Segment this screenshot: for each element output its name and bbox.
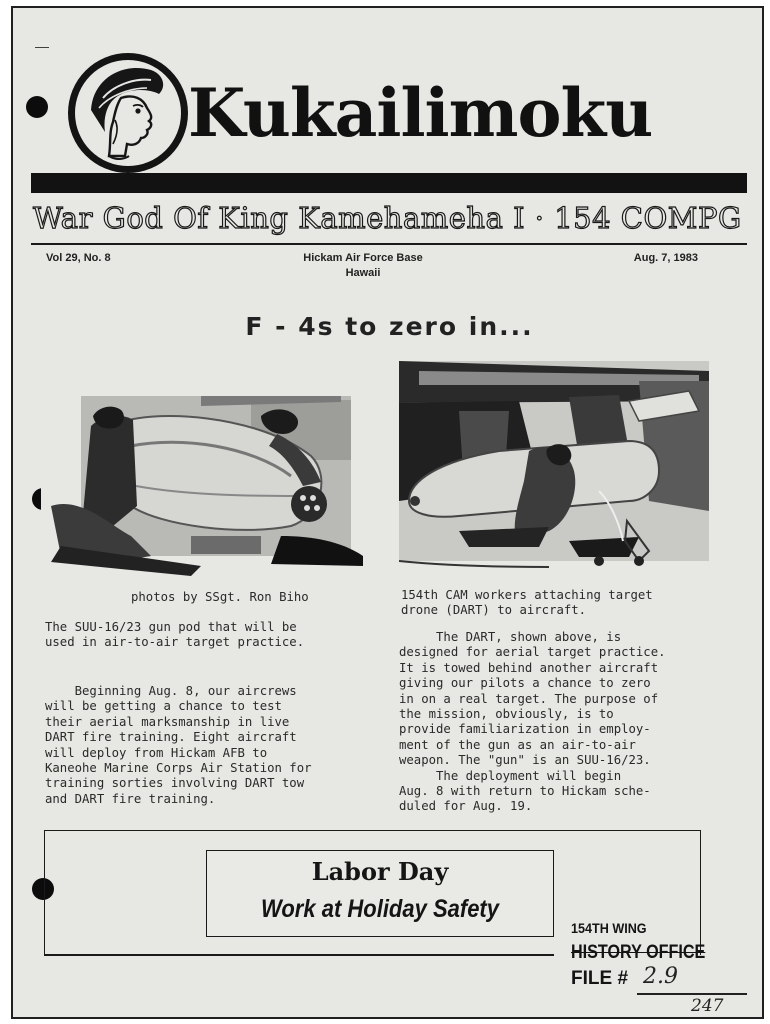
volume-number: Vol 29, No. 8 [46, 252, 111, 264]
binder-hole-top [26, 96, 48, 118]
gun-pod-caption: The SUU-16/23 gun pod that will be used in air-to-air target practice. [45, 620, 305, 650]
masthead-rule [31, 173, 747, 193]
stamp-line-3: FILE # [571, 968, 629, 989]
safety-box [206, 850, 554, 937]
corner-mark: — [35, 38, 49, 54]
stamp-line-1: 154TH WING [571, 920, 647, 936]
newsletter-page [11, 6, 764, 1019]
location-line-2: Hawaii [345, 267, 381, 279]
stamp-handwritten-number: 2.9 [643, 964, 678, 989]
history-stamp [571, 920, 751, 1016]
page-number: 247 [691, 996, 724, 1016]
masthead-subtitle: War God Of King Kamehameha I · 154 COMPG [33, 201, 742, 235]
article-right-column: The DART, shown above, is designed for aerial target practice. It is towed behind another aircraft giving our pilots a chance to zero in on a real target. The purpose of the mission, obviously, is to provide familiarization in employ- ment of the gun as an air-to-air weapon. The "gun" is an SUU-16/23. The deployment will begin Aug. 8 with return to Hickam sche- duled for Aug. 19. [399, 630, 666, 814]
stamp-line-2: HISTORY OFFICE [571, 942, 706, 963]
dart-drone-caption: 154th CAM workers attaching target drone (DART) to aircraft. [401, 588, 653, 618]
location-line-1: Hickam Air Force Base [303, 252, 423, 264]
safety-box-slogan: Work at Holiday Safety [260, 895, 499, 923]
war-god-logo [63, 48, 193, 178]
masthead-title: Kukailimoku [188, 74, 653, 152]
bottom-frame-rule [44, 954, 554, 956]
headline: F - 4s to zero in... [245, 312, 534, 341]
safety-box-title: Labor Day [311, 857, 449, 886]
article-left-column: Beginning Aug. 8, our aircrews will be getting a chance to test their aerial marksmanship in live DART fire training. Eight aircraft will deploy from Hickam AFB to Kaneohe Marine Corps Air Station for training sorties involving DART tow and DART fire training. [45, 684, 312, 806]
gun-pod-photo [41, 386, 365, 584]
subtitle-rule [31, 243, 747, 245]
issue-date: Aug. 7, 1983 [633, 252, 698, 264]
photo-credit: photos by SSgt. Ron Biho [131, 590, 309, 604]
stamp-underline [637, 993, 747, 995]
dart-drone-photo [399, 341, 709, 573]
